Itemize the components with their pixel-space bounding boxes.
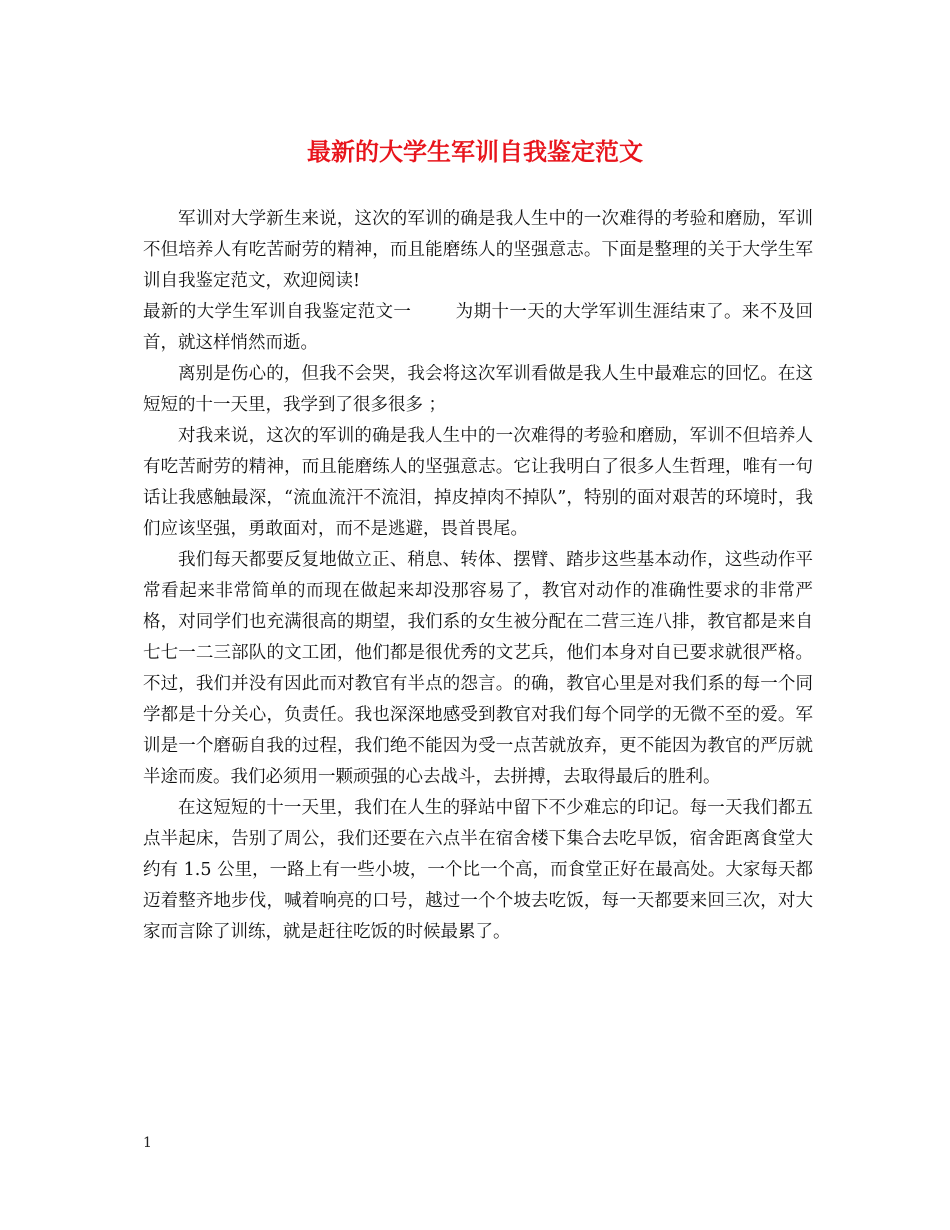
page-number: 1 — [143, 1135, 152, 1151]
section-heading: 最新的大学生军训自我鉴定范文一 — [143, 302, 412, 322]
document-title: 最新的大学生军训自我鉴定范文 — [307, 137, 643, 166]
intro-paragraph: 军训对大学新生来说，这次的军训的确是我人生中的一次难得的考验和磨励，军训不但培养人有吃苦耐劳的精神，而且能磨练人的坚强意志。下面是整理的关于大学生军训自我鉴定范文，欢迎阅读! — [143, 209, 813, 291]
body-paragraph: 离别是伤心的，但我不会哭，我会将这次军训看做是我人生中最难忘的回忆。在这短短的十一天里，我学到了很多很多 ； — [143, 364, 813, 415]
body-paragraph: 在这短短的十一天里，我们在人生的驿站中留下不少难忘的印记。每一天我们都五点半起床，告别了周公，我们还要在六点半在宿舍楼下集合去吃早饭，宿舍距离食堂大约有 1.5 公里，一路上有一些小坡，一个比一个高，而食堂正好在最高处。大家每天都迈着整齐地步伐，喊着响亮的口号，越过一个个坡去吃饭，每一天都要来回三次，对大家而言除了训练，就是赶往吃饭的时候最累了。 — [143, 798, 813, 942]
body-paragraph: 对我来说，这次的军训的确是我人生中的一次难得的考验和磨励，军训不但培养人有吃苦耐劳的精神，而且能磨练人的坚强意志。它让我明白了很多人生哲理，唯有一句话让我感触最深，“流血流汗不流泪，掉皮掉肉不掉队”，特别的面对艰苦的环境时，我们应该坚强，勇敢面对，而不是逃避，畏首畏尾。 — [143, 426, 813, 539]
body-paragraph: 我们每天都要反复地做立正、稍息、转体、摆臂、踏步这些基本动作，这些动作平常看起来非常简单的而现在做起来却没那容易了，教官对动作的准确性要求的非常严格，对同学们也充满很高的期望，我们系的女生被分配在二营三连八排，教官都是来自七七一二三部队的文工团，他们都是很优秀的文艺兵，他们本身对自已要求就很严格。不过，我们并没有因此而对教官有半点的怨言。的确，教官心里是对我们系的每一个同学都是十分关心，负责任。我也深深地感受到教官对我们每个同学的无微不至的爱。军训是一个磨砺自我的过程，我们绝不能因为受一点苦就放弃，更不能因为教官的严厉就半途而废。我们必须用一颗顽强的心去战斗，去拼搏，去取得最后的胜利。 — [143, 550, 813, 787]
section-first-line — [143, 297, 813, 359]
document-body — [143, 204, 813, 948]
section-first-sentence: 为期十一天的大学军训生涯结束了。来不及回首，就这样悄然而逝。 — [143, 302, 814, 353]
